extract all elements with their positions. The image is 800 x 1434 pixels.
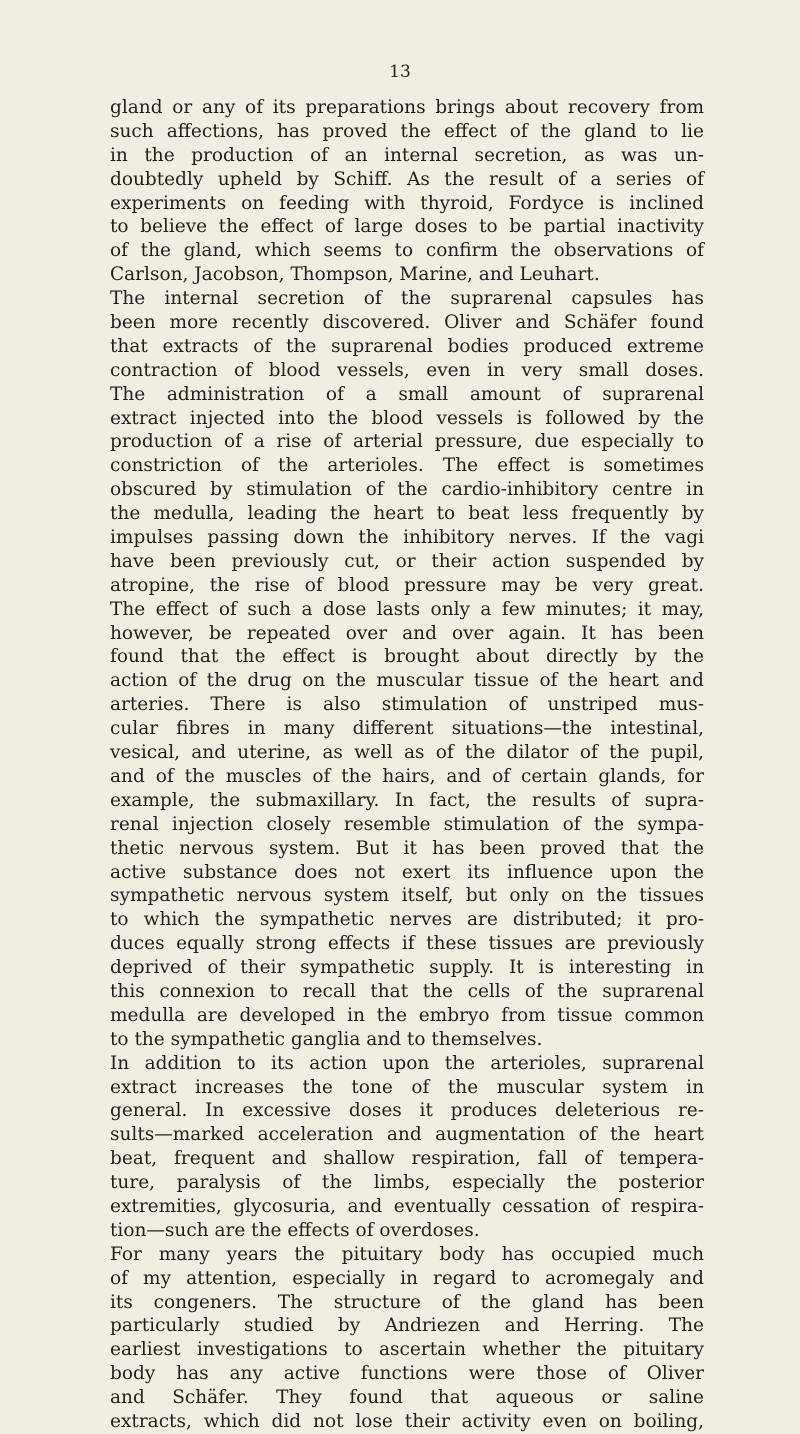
text-line: of the gland, which seems to confirm the observations of [110, 240, 704, 262]
text-line: and of the muscles of the hairs, and of certain glands, for [110, 765, 704, 787]
text-line: example, the submaxillary. In fact, the results of supra- [110, 789, 704, 811]
text-line: medulla are developed in the embryo from tissue common [110, 1004, 704, 1026]
text-line: deprived of their sympathetic supply. It is interesting in [110, 957, 704, 979]
page-number: 13 [389, 62, 411, 82]
text-line: arteries. There is also stimulation of unstriped mus- [110, 694, 704, 716]
text-line: extremities, glycosuria, and eventually cessation of respira- [110, 1195, 704, 1217]
text-line: particularly studied by Andriezen and Herring. The [110, 1315, 704, 1337]
text-line: The effect of such a dose lasts only a few minutes; it may, [110, 598, 704, 620]
text-line: production of a rise of arterial pressure, due especially to [110, 431, 704, 453]
text-line: such affections, has proved the effect of the gland to lie [110, 120, 704, 142]
text-line: earliest investigations to ascertain whether the pituitary [110, 1339, 704, 1361]
text-line: duces equally strong effects if these tissues are previously [110, 933, 704, 955]
text-line: In addition to its action upon the arterioles, suprarenal [110, 1052, 704, 1074]
text-line: to believe the effect of large doses to be partial inactivity [110, 216, 704, 238]
text-line: sympathetic nervous system itself, but only on the tissues [110, 885, 704, 907]
text-line: cular fibres in many different situations—the intestinal, [110, 718, 704, 740]
text-line: body has any active functions were those of Oliver [110, 1363, 704, 1385]
text-line: of my attention, especially in regard to acromegaly and [110, 1267, 704, 1289]
text-line: beat, frequent and shallow respiration, fall of tempera- [110, 1148, 704, 1170]
text-line: general. In excessive doses it produces deleterious re- [110, 1100, 704, 1122]
text-line: Carlson, Jacobson, Thompson, Marine, and Leuhart. [110, 264, 600, 286]
text-line: atropine, the rise of blood pressure may be very great. [110, 574, 704, 596]
text-line: the medulla, leading the heart to beat less frequently by [110, 503, 704, 525]
text-line: action of the drug on the muscular tissue of the heart and [110, 670, 704, 692]
text-line: extract increases the tone of the muscular system in [110, 1076, 704, 1098]
text-line: its congeners. The structure of the gland has been [110, 1291, 704, 1313]
text-line: gland or any of its preparations brings about recovery from [110, 97, 704, 118]
text-line: found that the effect is brought about directly by the [110, 646, 704, 668]
text-line: to which the sympathetic nerves are distributed; it pro- [110, 909, 704, 931]
body-text [110, 96, 704, 1434]
text-line: obscured by stimulation of the cardio-inhibitory centre in [110, 479, 704, 501]
text-line: that extracts of the suprarenal bodies produced extreme [110, 335, 704, 357]
text-line: extracts, which did not lose their activity even on boiling, [110, 1410, 704, 1432]
text-line: sults—marked acceleration and augmentation of the heart [110, 1124, 704, 1146]
text-line: active substance does not exert its influence upon the [110, 861, 704, 883]
text-line: For many years the pituitary body has occupied much [110, 1243, 704, 1265]
text-line: extract injected into the blood vessels is followed by the [110, 407, 704, 429]
text-line: have been previously cut, or their action suspended by [110, 550, 704, 572]
text-line: impulses passing down the inhibitory nerves. If the vagi [110, 527, 704, 549]
text-line: renal injection closely resemble stimulation of the sympa- [110, 813, 704, 835]
text-line: The internal secretion of the suprarenal capsules has [110, 288, 704, 310]
text-line: ture, paralysis of the limbs, especially the posterior [110, 1172, 704, 1194]
text-line: tion—such are the effects of overdoses. [110, 1219, 480, 1241]
text-line: doubtedly upheld by Schiff. As the result of a series of [110, 168, 704, 190]
text-line: been more recently discovered. Oliver and Schäfer found [110, 312, 704, 334]
text-line: experiments on feeding with thyroid, Fordyce is inclined [110, 192, 704, 214]
text-line: this connexion to recall that the cells of the suprarenal [110, 980, 704, 1002]
text-line: and Schäfer. They found that aqueous or saline [110, 1387, 704, 1409]
text-line: constriction of the arterioles. The effect is sometimes [110, 455, 704, 477]
text-line: in the production of an internal secretion, as was un- [110, 144, 704, 166]
text-line: to the sympathetic ganglia and to themselves. [110, 1028, 543, 1050]
text-line: contraction of blood vessels, even in very small doses. [110, 359, 704, 381]
text-line: vesical, and uterine, as well as of the dilator of the pupil, [110, 742, 704, 764]
text-line: The administration of a small amount of suprarenal [110, 383, 704, 405]
text-line: however, be repeated over and over again. It has been [110, 622, 704, 644]
text-line: thetic nervous system. But it has been proved that the [110, 837, 704, 859]
